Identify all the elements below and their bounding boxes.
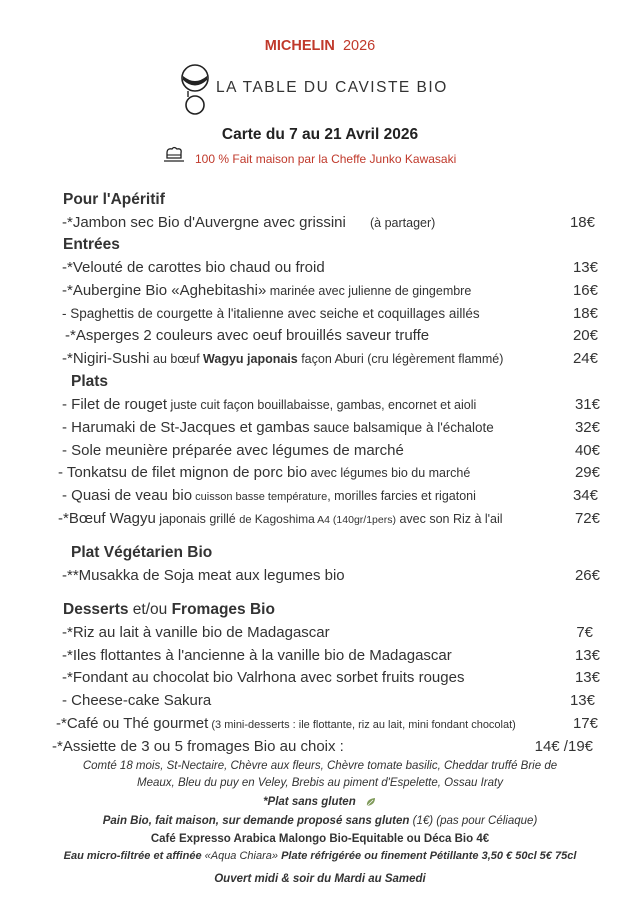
leaf-icon: [365, 796, 377, 808]
item-price: 40€: [574, 442, 600, 459]
menu-item: -*Velouté de carottes bio chaud ou froid: [62, 259, 325, 276]
item-price: 18€: [569, 214, 595, 231]
item-price: 29€: [574, 464, 600, 481]
restaurant-logo-text: LA TABLE DU CAVISTE BIO: [216, 79, 448, 96]
item-price: 31€: [574, 396, 600, 413]
item-price: 14€ /19€: [534, 738, 593, 755]
michelin-year: 2026: [342, 38, 376, 54]
section-aperitif-title: Pour l'Apéritif: [63, 191, 165, 208]
menu-item: - Tonkatsu de filet mignon de porc bio avec légumes bio du marché: [58, 464, 471, 481]
item-price: 13€: [572, 259, 598, 276]
menu-item: -*Nigiri-Sushi au bœuf Wagyu japonais façon Aburi (cru légèrement flammé): [62, 350, 504, 367]
section-vegetarien-title: Plat Végétarien Bio: [71, 544, 213, 561]
menu-item: -*Fondant au chocolat bio Valrhona avec sorbet fruits rouges: [62, 669, 465, 686]
cheese-list-line1: Comté 18 mois, St-Nectaire, Chèvre aux fleurs, Chèvre tomate basilic, Cheddar truffé Brie de: [82, 760, 558, 772]
menu-item: -*Assiette de 3 ou 5 fromages Bio au choix :: [52, 738, 344, 755]
chef-hat-icon: [163, 146, 185, 164]
item-price: 13€: [574, 669, 600, 686]
item-price: 16€: [572, 282, 598, 299]
michelin-title: [0, 38, 640, 54]
section-entrees-title: Entrées: [63, 236, 120, 253]
menu-item: - Cheese-cake Sakura: [62, 692, 212, 709]
opening-hours: Ouvert midi & soir du Mardi au Samedi: [214, 873, 426, 885]
item-price: 20€: [572, 327, 598, 344]
michelin-label: MICHELIN: [264, 38, 335, 54]
menu-item: - Harumaki de St-Jacques et gambas sauce balsamique à l'échalote: [62, 419, 494, 436]
menu-item: - Filet de rouget juste cuit façon bouillabaisse, gambas, encornet et aioli: [62, 396, 477, 413]
menu-item: -**Musakka de Soja meat aux legumes bio: [62, 567, 345, 584]
wine-glass-logo-icon: [180, 64, 210, 116]
item-price: 72€: [574, 510, 600, 527]
menu-item: - Spaghettis de courgette à l'italienne avec seiche et coquillages aillés: [62, 306, 480, 321]
item-price: 7€: [576, 624, 593, 641]
item-price: 24€: [572, 350, 598, 367]
item-price: 32€: [574, 419, 600, 436]
item-price: 17€: [572, 715, 598, 732]
menu-item: -*Riz au lait à vanille bio de Madagascar: [62, 624, 330, 641]
menu-item: -*Iles flottantes à l'ancienne à la vanille bio de Madagascar: [62, 647, 452, 664]
item-price: 18€: [572, 305, 598, 322]
chef-note: 100 % Fait maison par la Cheffe Junko Kawasaki: [195, 152, 457, 166]
menu-item: - Sole meunière préparée avec légumes de marché: [62, 442, 404, 459]
menu-item: -*Jambon sec Bio d'Auvergne avec grissini (à partager): [62, 214, 436, 231]
menu-item: -*Aubergine Bio «Aghebitashi» marinée avec julienne de gingembre: [62, 282, 472, 299]
coffee-note: Café Expresso Arabica Malongo Bio-Equitable ou Déca Bio 4€: [150, 833, 490, 845]
menu-item: -*Asperges 2 couleurs avec oeuf brouillés saveur truffe: [65, 327, 430, 344]
water-note: Eau micro-filtrée et affinée «Aqua Chiara» Plate réfrigérée ou finement Pétillante 3,50 € 50cl 5€ 75cl: [63, 850, 577, 862]
gluten-free-note: *Plat sans gluten: [0, 796, 640, 808]
carte-dates: Carte du 7 au 21 Avril 2026: [221, 126, 419, 143]
bread-note: Pain Bio, fait maison, sur demande proposé sans gluten (1€) (pas pour Céliaque): [102, 815, 538, 827]
menu-item: -*Bœuf Wagyu japonais grillé de Kagoshima A4 (140gr/1pers) avec son Riz à l'ail: [58, 510, 503, 527]
cheese-list-line2: Meaux, Bleu du puy en Veley, Brebis au piment d'Espelette, Ossau Iraty: [137, 777, 503, 789]
section-desserts-title: Desserts et/ou Fromages Bio: [63, 601, 275, 618]
item-price: 26€: [574, 567, 600, 584]
item-price: 13€: [569, 692, 595, 709]
item-price: 13€: [574, 647, 600, 664]
section-plats-title: Plats: [71, 373, 109, 390]
item-price: 34€: [572, 487, 598, 504]
menu-item: -*Café ou Thé gourmet (3 mini-desserts : ile flottante, riz au lait, mini fondant chocolat): [56, 715, 516, 732]
menu-item: - Quasi de veau bio cuisson basse température, morilles farcies et rigatoni: [62, 487, 476, 504]
